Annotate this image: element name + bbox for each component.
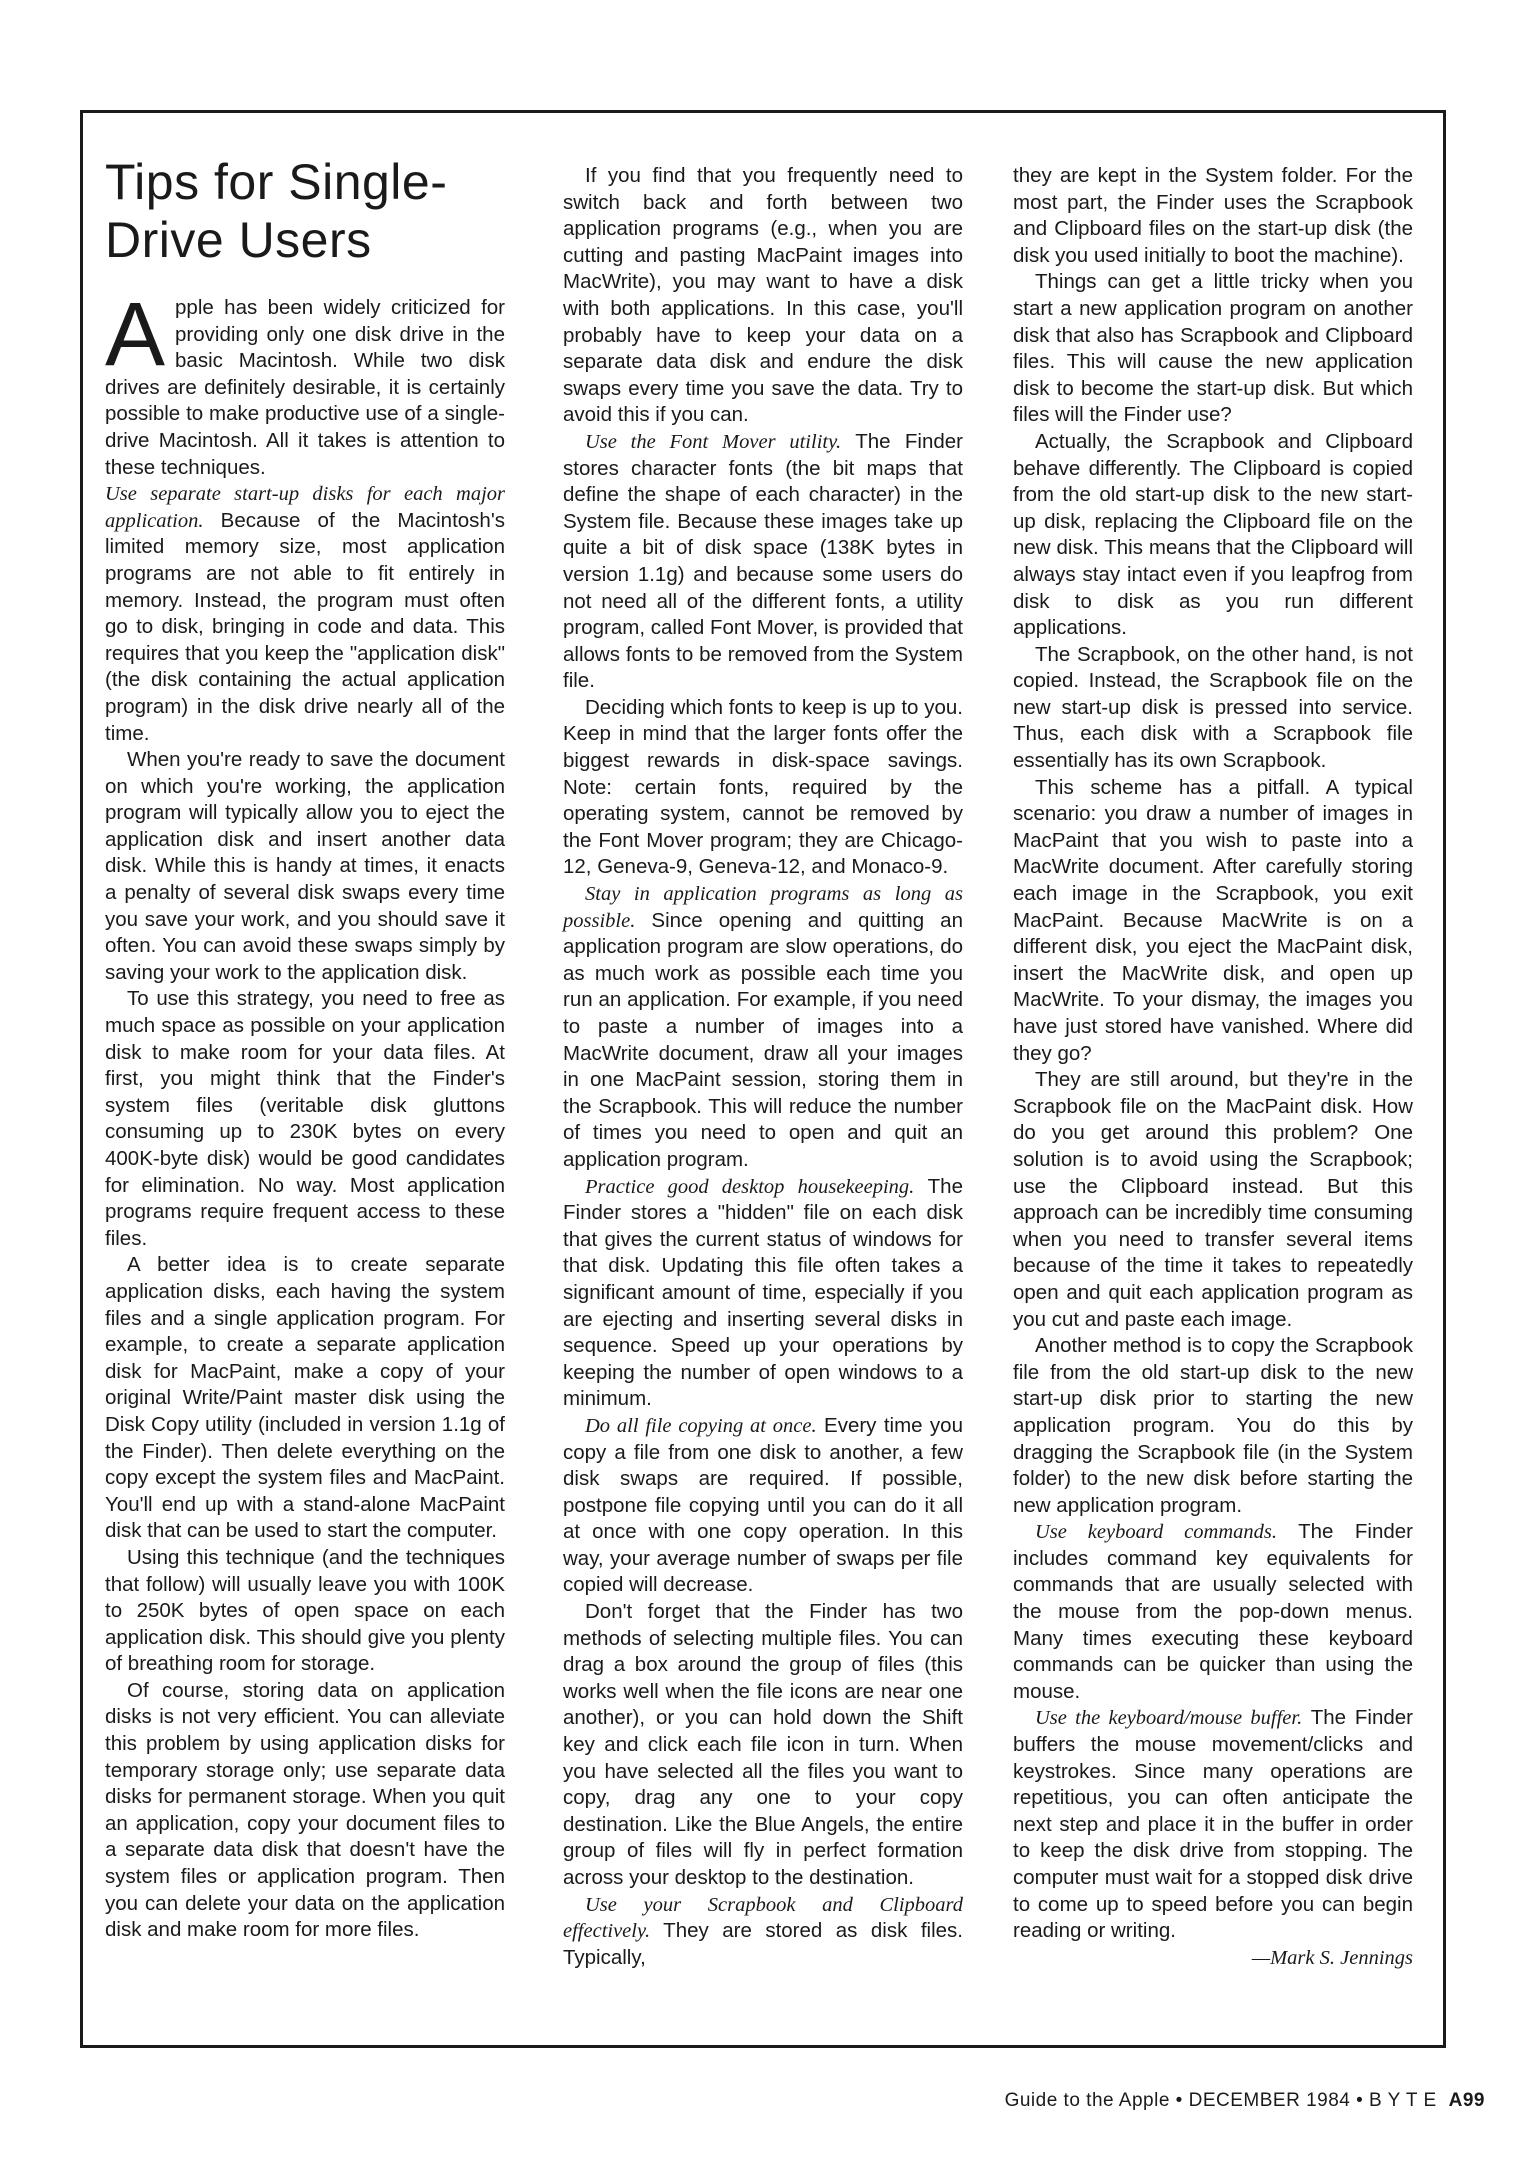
paragraph: The Scrapbook, on the other hand, is not copied. Instead, the Scrapbook file on the new start-up disk is pressed into service. Thus, each disk with a Scrapbook file essentially has its own Scrapbook.	[1013, 642, 1413, 773]
column-1	[105, 153, 505, 1944]
paragraph-text: The Finder includes command key equivalents for commands that are usually selected with the mouse from the pop-down menus. Many times executing these keyboard commands can be quicker than using the mouse.	[1013, 1520, 1413, 1703]
tip-heading: Use keyboard commands.	[1035, 1521, 1277, 1544]
paragraph: A better idea is to create separate application disks, each having the system files and a single application program. For example, to create a separate application disk for MacPaint, make a copy of your original Write/Paint master disk using the Disk Copy utility (included in version 1.1g of the Finder). Then delete everything on the copy except the system files and MacPaint. You'll end up with a stand-alone MacPaint disk that can be used to start the computer.	[105, 1253, 505, 1543]
paragraph: If you find that you frequently need to switch back and forth between two application programs (e.g., when you are cutting and pasting MacPaint images into MacWrite), you may want to have a disk with both applications. In this case, you'll probably have to keep your data on a separate data disk and endure the disk swaps every time you save the data. Try to avoid this if you can.	[563, 164, 963, 427]
author-byline: —Mark S. Jennings	[1251, 1946, 1413, 1969]
paragraph	[1013, 1705, 1413, 1944]
article-title: Tips for Single-Drive Users	[105, 154, 448, 268]
paragraph: This scheme has a pitfall. A typical scenario: you draw a number of images in MacPaint that you wish to paste into a MacWrite document. After carefully storing each image in the Scrapbook, you exit MacPaint. Because MacWrite is on a different disk, you eject the MacPaint disk, insert the MacWrite disk, and open up MacWrite. To your dismay, the images you have just stored have vanished. Where did they go?	[1013, 775, 1413, 1065]
paragraph	[563, 429, 963, 695]
tip-heading: Use the Font Mover utility.	[585, 430, 842, 453]
paragraph: Deciding which fonts to keep is up to you. Keep in mind that the larger fonts offer the biggest rewards in disk-space savings. Note: certain fonts, required by the operating system, cannot be removed by the Font Mover program; they are Chicago-12, Geneva-9, Geneva-12, and Monaco-9.	[563, 695, 963, 879]
paragraph: Actually, the Scrapbook and Clipboard behave differently. The Clipboard is copied from the old start-up disk to the new start-up disk, replacing the Clipboard file on the new disk. This means that the Clipboard will always stay intact even if you leapfrog from disk to disk as you run different applications.	[1013, 429, 1413, 640]
paragraph	[563, 1892, 963, 1972]
tip-heading: Practice good desktop housekeeping.	[585, 1175, 915, 1198]
paragraph-text: Since opening and quitting an application program are slow operations, do as much work as possible each time you run an application. For example, if you need to paste a number of images into a MacWrite document, draw all your images in one MacPaint session, storing them in the Scrapbook. This will reduce the number of times you need to open and quit an application program.	[563, 908, 963, 1171]
paragraph: They are still around, but they're in the Scrapbook file on the MacPaint disk. How do you get around this problem? One solution is to avoid using the Scrapbook; use the Clipboard instead. But this approach can be incredibly time consuming when you need to transfer several items because of the time it takes to repeatedly open and quit each application program as you cut and paste each image.	[1013, 1068, 1413, 1331]
paragraph-text: The Finder stores a "hidden" file on each disk that gives the current status of windows for that disk. Updating this file often takes a significant amount of time, especially if you are ejecting and inserting several disks in sequence. Speed up your operations by keeping the number of open windows to a minimum.	[563, 1174, 963, 1411]
page-footer	[1005, 2090, 1485, 2112]
paragraph: Of course, storing data on application disks is not very efficient. You can alleviate this problem by using application disks for temporary storage only; use separate data disks for permanent storage. When you quit an application, copy your document files to a separate data disk that doesn't have the system files or application program. Then you can delete your data on the application disk and make room for more files.	[105, 1678, 505, 1942]
intro-text: pple has been widely criticized for providing only one disk drive in the basic Macintosh. While two disk drives are definitely desirable, it is certainly possible to make productive use of a single-drive Macintosh. All it takes is attention to these techniques.	[105, 296, 505, 479]
paragraph: Another method is to copy the Scrapbook file from the old start-up disk to the new start-up disk prior to starting the new application program. You do this by dragging the Scrapbook file (in the System folder) to the new disk before starting the new application program.	[1013, 1334, 1413, 1517]
tip-heading: Do all file copying at once.	[585, 1414, 817, 1437]
column-3	[1013, 163, 1413, 1971]
paragraph	[1013, 1519, 1413, 1705]
paragraph-text: They are stored as disk files. Typically,	[563, 1919, 963, 1969]
paragraph: When you're ready to save the document on which you're working, the application program will typically allow you to eject the application disk and insert another data disk. While this is handy at times, it enacts a penalty of several disk swaps every time you save your work, and you should save it often. You can avoid these swaps simply by saving your work to the application disk.	[105, 748, 505, 984]
paragraph	[563, 1174, 963, 1413]
paragraph	[563, 1413, 963, 1599]
paragraph: they are kept in the System folder. For the most part, the Finder uses the Scrapbook and Clipboard files on the start-up disk (the disk you used initially to boot the machine).	[1013, 164, 1413, 267]
page-number: A99	[1448, 2090, 1485, 2111]
paragraph-text: Every time you copy a file from one disk to another, a few disk swaps are required. If possible, postpone file copying until you can do it all at once with one copy operation. In this way, your average number of swaps per file copied will decrease.	[563, 1413, 963, 1597]
paragraph-text: The Finder buffers the mouse movement/clicks and keystrokes. Since many operations are repetitious, you can often anticipate the next step and place it in the buffer in order to keep the disk drive from stopping. The computer must wait for a stopped disk drive to come up to speed before you can begin reading or writing.	[1013, 1706, 1414, 1943]
tip-heading: Use the keyboard/mouse buffer.	[1035, 1707, 1303, 1730]
paragraph: Don't forget that the Finder has two methods of selecting multiple files. You can drag a box around the group of files (this works well when the file icons are near one another), or you can hold down the Shift key and click each file icon in turn. When you have selected all the files you want to copy, drag any one to your copy destination. Like the Blue Angels, the entire group of files will fly in perfect formation across your desktop to the destination.	[563, 1600, 963, 1889]
paragraph	[105, 481, 505, 747]
column-2	[563, 163, 963, 1971]
article-box	[80, 110, 1446, 2048]
paragraph-text: Because of the Macintosh's limited memory size, most application programs are not able to fit entirely in memory. Instead, the program must often go to disk, bringing in code and data. This requires that you keep the "application disk" (the disk containing the actual application program) in the disk drive nearly all of the time.	[105, 508, 505, 745]
drop-cap: A	[105, 285, 166, 385]
tip-heading: Stay in application programs as long as possible.	[563, 883, 963, 932]
intro-paragraph	[105, 285, 505, 481]
paragraph: To use this strategy, you need to free as much space as possible on your application disk to make room for your data files. At first, you might think that the Finder's system files (veritable disk gluttons consuming up to 230K bytes on every 400K-byte disk) would be good candidates for elimination. No way. Most application programs require frequent access to these files.	[105, 987, 505, 1250]
paragraph: Using this technique (and the techniques that follow) will usually leave you with 100K to 250K bytes of open space on each application disk. This should give you plenty of breathing room for storage.	[105, 1545, 505, 1676]
tip-heading: Use your Scrapbook and Clipboard effectively.	[563, 1893, 963, 1943]
tip-heading: Use separate start-up disks for each major application.	[105, 483, 505, 532]
paragraph	[563, 881, 963, 1174]
paragraph-text: The Finder stores character fonts (the bit maps that define the shape of each character) in the System file. Because these images take up quite a bit of disk space (138K bytes in version 1.1g) and because some users do not need all of the different fonts, a utility program, called Font Mover, is provided that allows fonts to be removed from the System file.	[563, 429, 963, 693]
paragraph: Things can get a little tricky when you start a new application program on another disk that also has Scrapbook and Clipboard files. This will cause the new application disk to become the start-up disk. But which files will the Finder use?	[1013, 270, 1413, 427]
footer-text: Guide to the Apple • DECEMBER 1984 • B Y T E	[1004, 2090, 1437, 2111]
